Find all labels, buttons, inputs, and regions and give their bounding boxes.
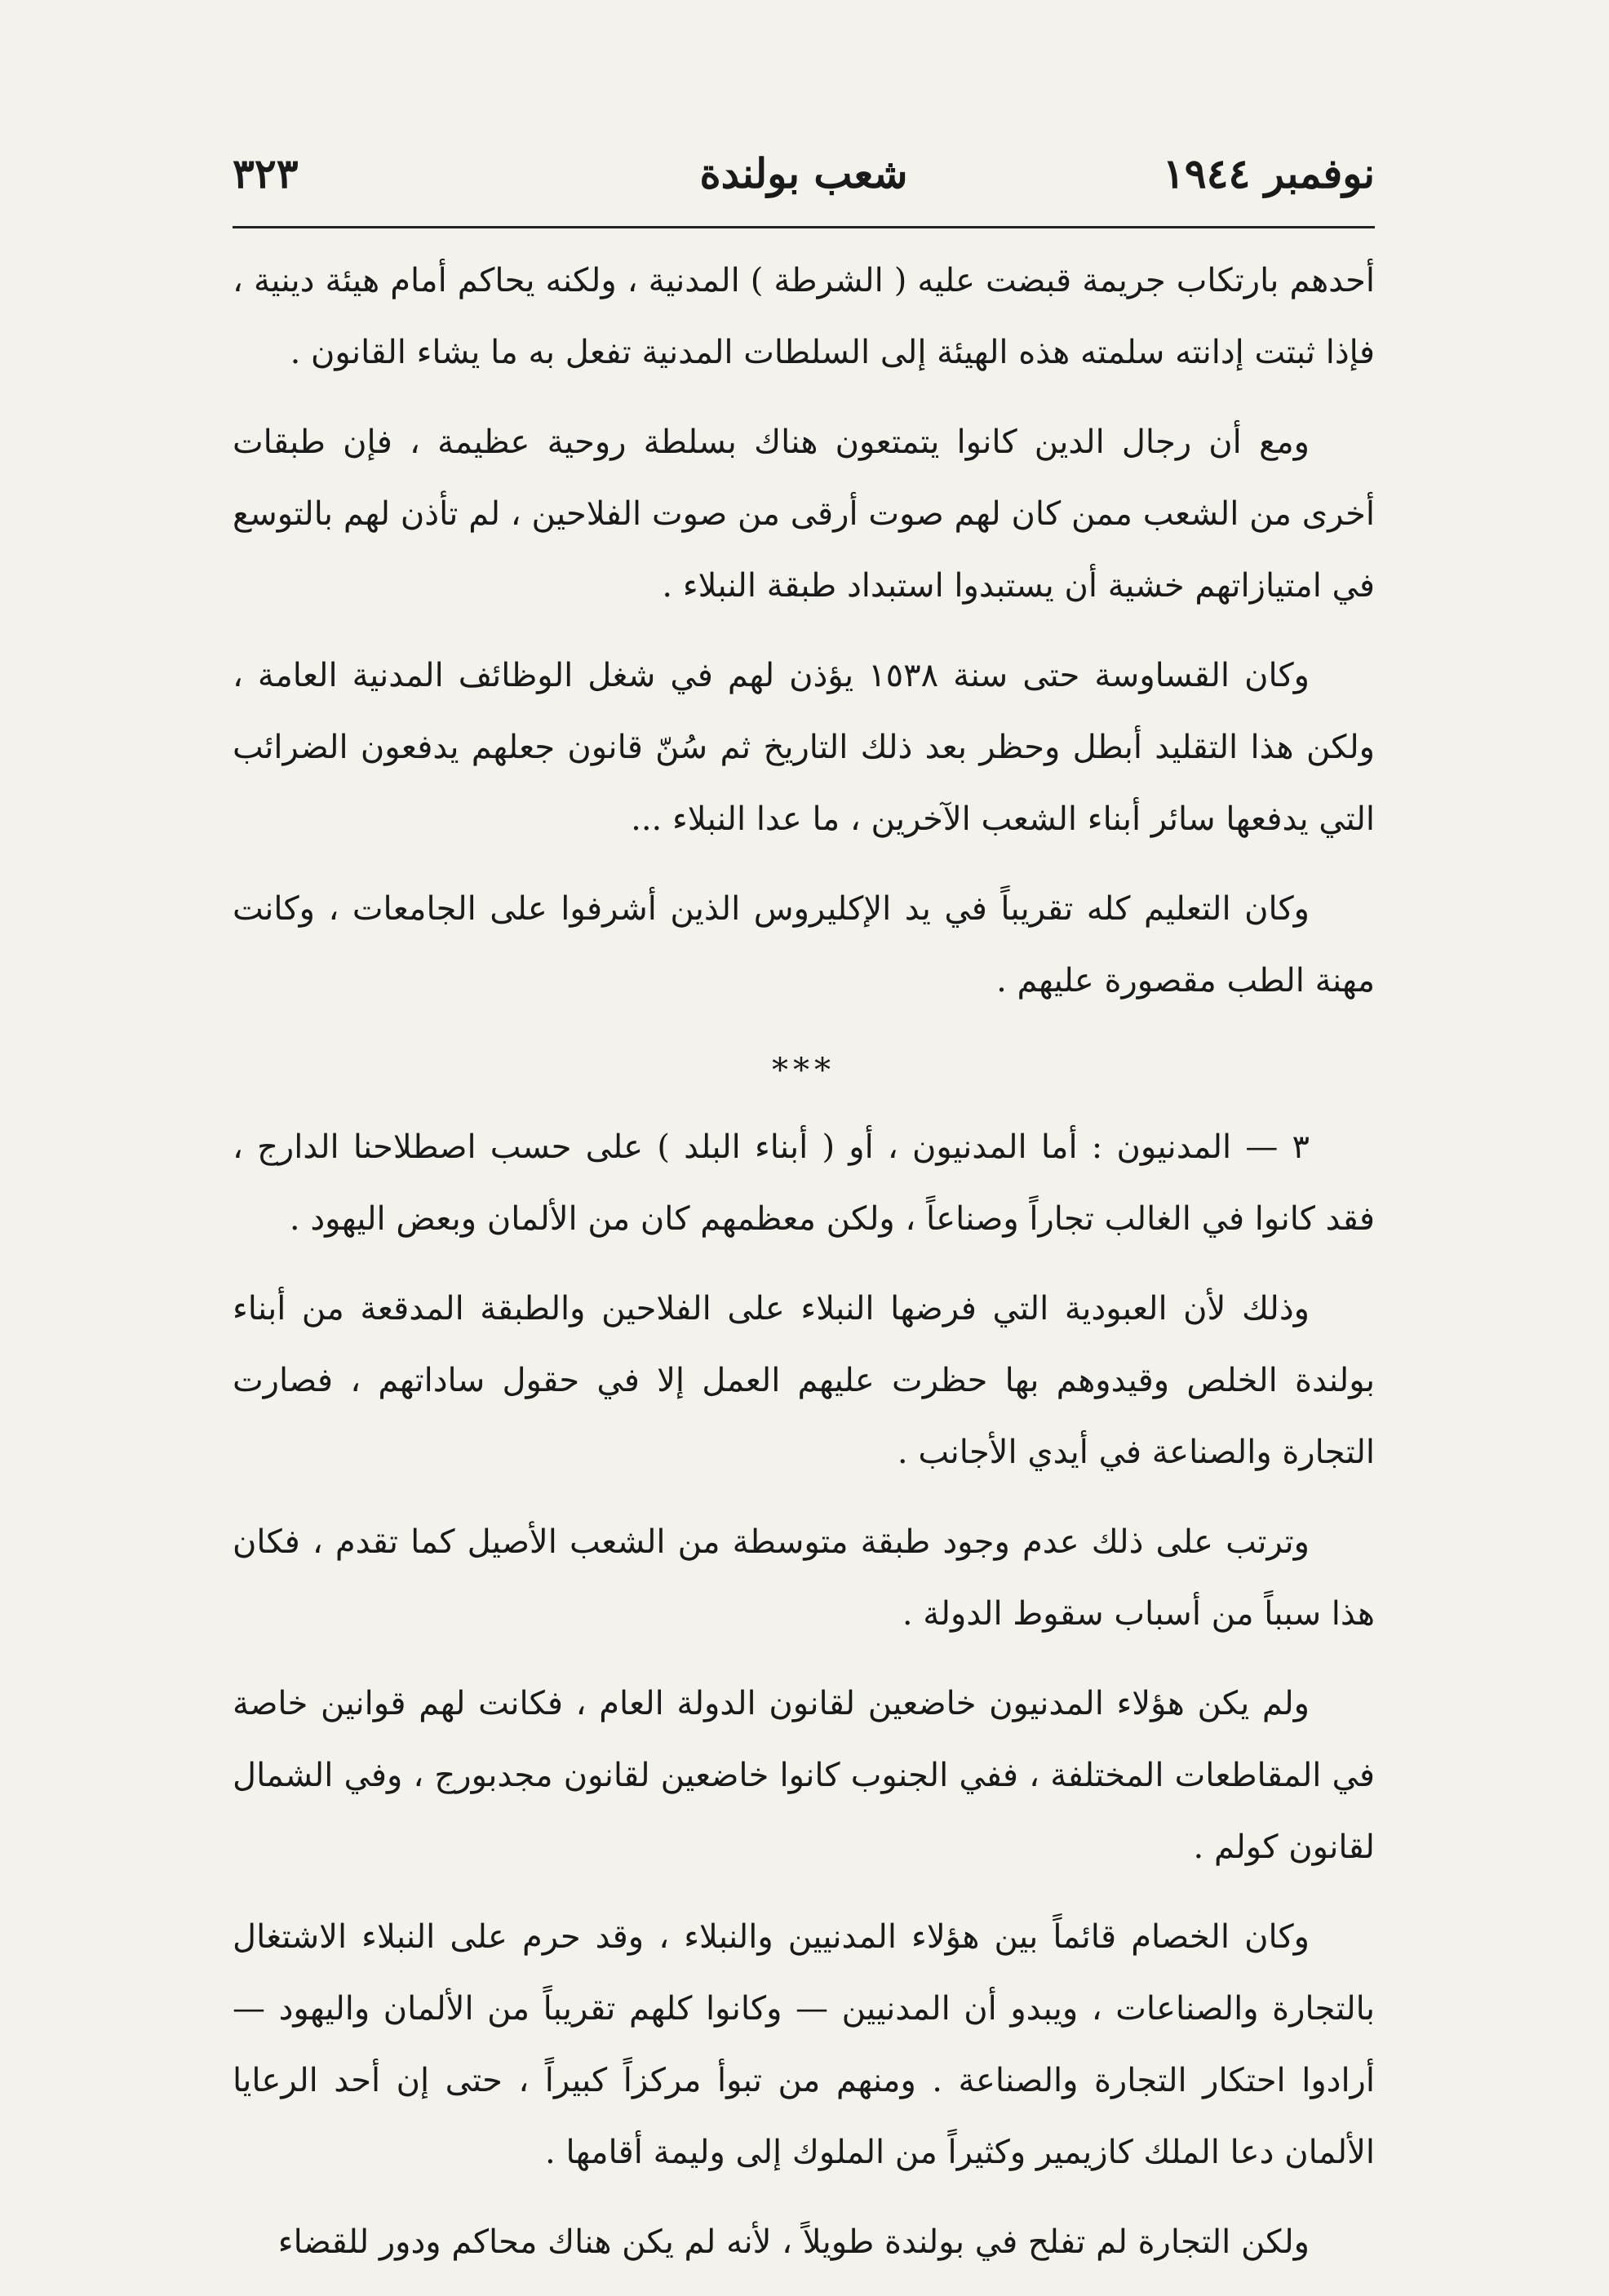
paragraph: وكان التعليم كله تقريباً في يد الإكليروس الذين أشرفوا على الجامعات ، وكانت مهنة الطب مقصورة عليهم . [233, 890, 1375, 1000]
paragraph: أحدهم بارتكاب جريمة قبضت عليه ( الشرطة ) المدنية ، ولكنه يحاكم أمام هيئة دينية ، فإذا ثبتت إدانته سلمته هذه الهيئة إلى السلطات المدنية تفعل به ما يشاء القانون . [233, 262, 1375, 371]
header-date: نوفمبر ١٩٤٤ [1162, 149, 1375, 197]
paragraph: ٣ — المدنيون : أما المدنيون ، أو ( أبناء البلد ) على حسب اصطلاحنا الدارج ، فقد كانوا في الغالب تجاراً وصناعاً ، ولكن معظمهم كان من الألمان وبعض اليهود . [233, 1128, 1375, 1238]
header-rule [233, 226, 1375, 228]
header-title: شعب بولندة [699, 149, 908, 197]
paragraph: ولكن التجارة لم تفلح في بولندة طويلاً ، لأنه لم يكن هناك محاكم ودور للقضاء [277, 2223, 1310, 2261]
paragraph: وكان القساوسة حتى سنة ١٥٣٨ يؤذن لهم في شغل الوظائف المدنية العامة ، ولكن هذا التقليد أبطل وحظر بعد ذلك التاريخ ثم سُنّ قانون جعلهم يدفعون الضرائب التي يدفعها سائر أبناء الشعب الآخرين ، ما عدا النبلاء ... [233, 657, 1375, 838]
paragraph: وذلك لأن العبودية التي فرضها النبلاء على الفلاحين والطبقة المدقعة من أبناء بولندة الخلص وقيدوهم بها حظرت عليهم العمل إلا في حقول ساداتهم ، فصارت التجارة والصناعة في أيدي الأجانب . [233, 1290, 1375, 1471]
paragraph: ولم يكن هؤلاء المدنيون خاضعين لقانون الدولة العام ، فكانت لهم قوانين خاصة في المقاطعات المختلفة ، ففي الجنوب كانوا خاضعين لقانون مجدبورج ، وفي الشمال لقانون كولم . [233, 1685, 1375, 1866]
paragraph: ومع أن رجال الدين كانوا يتمتعون هناك بسلطة روحية عظيمة ، فإن طبقات أخرى من الشعب ممن كان لهم صوت أرقى من صوت الفلاحين ، لم تأذن لهم بالتوسع في امتيازاتهم خشية أن يستبدوا استبداد طبقة النبلاء . [233, 423, 1375, 605]
section-separator: *** [772, 1052, 836, 1089]
paragraph: وكان الخصام قائماً بين هؤلاء المدنيين والنبلاء ، وقد حرم على النبلاء الاشتغال بالتجارة والصناعات ، ويبدو أن المدنيين — وكانوا كلهم تقريباً من الألمان واليهود — أرادوا احتكار التجارة والصناعة . ومنهم من تبوأ مركزاً كبيراً ، حتى إن أحد الرعايا الألمان دعا الملك كازيمير وكثيراً من الملوك إلى وليمة أقامها . [233, 1918, 1375, 2171]
page-number: ٣٢٣ [233, 149, 299, 197]
running-header [233, 143, 1375, 208]
paragraph: وترتب على ذلك عدم وجود طبقة متوسطة من الشعب الأصيل كما تقدم ، فكان هذا سبباً من أسباب سقوط الدولة . [233, 1523, 1375, 1633]
body-text [233, 245, 1375, 2296]
